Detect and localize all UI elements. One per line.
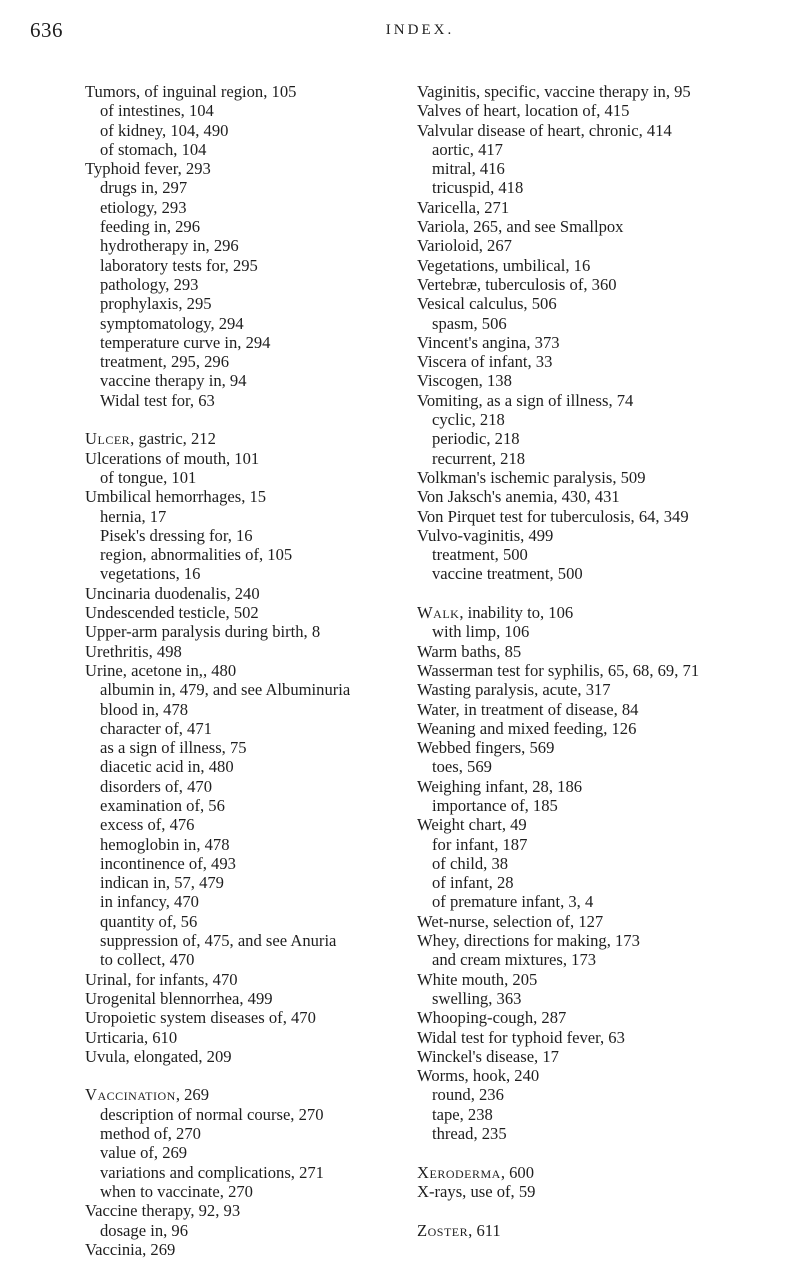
- index-subentry: spasm, 506: [432, 313, 507, 333]
- index-subentry: examination of, 56: [100, 795, 225, 815]
- index-subentry: and cream mixtures, 173: [432, 950, 597, 970]
- index-subentry: hydrotherapy in, 296: [100, 236, 239, 256]
- index-entry: Vaginitis, specific, vaccine therapy in, 95: [417, 82, 691, 101]
- index-subentry: treatment, 295, 296: [100, 352, 230, 372]
- index-subentry: region, abnormalities of, 105: [100, 545, 293, 565]
- index-subentry: as a sign of illness, 75: [100, 738, 247, 758]
- index-entry: Tumors, of inguinal region, 105: [85, 82, 297, 101]
- index-head-word: Zoster: [417, 1220, 469, 1240]
- index-entry: Vertebræ, tuberculosis of, 360: [417, 274, 617, 294]
- index-entry: X-rays, use of, 59: [417, 1181, 536, 1201]
- index-subentry: of infant, 28: [432, 873, 514, 893]
- index-subentry: periodic, 218: [432, 429, 520, 449]
- index-entry: Upper-arm paralysis during birth, 8: [85, 622, 321, 642]
- index-entry: Winckel's disease, 17: [417, 1046, 559, 1066]
- index-letter-entry: Xeroderma, 600: [417, 1162, 535, 1182]
- index-subentry: of child, 38: [432, 853, 509, 873]
- index-head-word: Xeroderma: [417, 1162, 501, 1182]
- index-subentry: to collect, 470: [100, 950, 195, 970]
- index-subentry: of premature infant, 3, 4: [432, 892, 594, 912]
- section-gap: [85, 410, 425, 429]
- index-entry: Volkman's ischemic paralysis, 509: [417, 467, 646, 487]
- index-subentry: treatment, 500: [432, 545, 528, 565]
- index-subentry: hernia, 17: [100, 506, 167, 526]
- index-subentry: etiology, 293: [100, 197, 187, 217]
- section-gap: [417, 1143, 777, 1162]
- index-entry: Undescended testicle, 502: [85, 603, 259, 623]
- running-head: INDEX.: [385, 22, 455, 38]
- index-entry: Worms, hook, 240: [417, 1066, 540, 1086]
- section-gap: [85, 1066, 425, 1085]
- index-subentry: symptomatology, 294: [100, 313, 244, 333]
- index-subentry: albumin in, 479, and see Albuminuria: [100, 680, 351, 700]
- index-entry: Wasserman test for syphilis, 65, 68, 69, 71: [417, 660, 700, 680]
- index-subentry: tape, 238: [432, 1104, 493, 1124]
- index-subentry: of kidney, 104, 490: [100, 120, 229, 140]
- index-subentry: round, 236: [432, 1085, 504, 1105]
- index-subentry: when to vaccinate, 270: [100, 1181, 253, 1201]
- index-subentry: for infant, 187: [432, 834, 528, 854]
- index-subentry: dosage in, 96: [100, 1220, 189, 1240]
- index-entry: Urinal, for infants, 470: [85, 969, 238, 989]
- index-subentry: laboratory tests for, 295: [100, 255, 258, 275]
- index-entry: Vegetations, umbilical, 16: [417, 255, 591, 275]
- index-entry: Urine, acetone in,, 480: [85, 660, 237, 680]
- index-entry: Von Pirquet test for tuberculosis, 64, 349: [417, 506, 689, 526]
- index-entry: Vincent's angina, 373: [417, 332, 560, 352]
- index-letter-entry: Walk, inability to, 106: [417, 603, 574, 623]
- index-subentry: cyclic, 218: [432, 410, 505, 430]
- index-entry: Viscogen, 138: [417, 371, 512, 391]
- index-subentry: character of, 471: [100, 718, 212, 738]
- index-entry: Vaccinia, 269: [85, 1239, 176, 1259]
- index-entry: Webbed fingers, 569: [417, 738, 555, 758]
- index-subentry: description of normal course, 270: [100, 1104, 324, 1124]
- index-entry: Variola, 265, and see Smallpox: [417, 217, 624, 237]
- index-entry: Weighing infant, 28, 186: [417, 776, 583, 796]
- index-subentry: temperature curve in, 294: [100, 332, 271, 352]
- index-letter-entry: Vaccination, 269: [85, 1085, 210, 1105]
- index-entry: Valves of heart, location of, 415: [417, 101, 630, 121]
- index-letter-entry: Zoster, 611: [417, 1220, 501, 1240]
- index-subentry: suppression of, 475, and see Anuria: [100, 931, 337, 951]
- index-entry: Urogenital blennorrhea, 499: [85, 988, 273, 1008]
- index-subentry: of tongue, 101: [100, 467, 197, 487]
- section-gap: [417, 1201, 777, 1220]
- index-subentry: variations and complications, 271: [100, 1162, 324, 1182]
- index-entry: Uropoietic system diseases of, 470: [85, 1008, 316, 1028]
- index-entry: Varioloid, 267: [417, 236, 512, 256]
- index-entry: Uncinaria duodenalis, 240: [85, 583, 260, 603]
- index-subentry: Widal test for, 63: [100, 390, 215, 410]
- index-subentry: blood in, 478: [100, 699, 189, 719]
- section-gap: [417, 584, 777, 603]
- index-subentry: toes, 569: [432, 757, 492, 777]
- index-entry: Whooping-cough, 287: [417, 1008, 567, 1028]
- index-subentry: disorders of, 470: [100, 776, 212, 796]
- index-subentry: vegetations, 16: [100, 564, 201, 584]
- index-entry: Vulvo-vaginitis, 499: [417, 525, 554, 545]
- index-entry: Warm baths, 85: [417, 641, 522, 661]
- index-entry: Weaning and mixed feeding, 126: [417, 718, 637, 738]
- index-subentry: in infancy, 470: [100, 892, 199, 912]
- index-subentry: hemoglobin in, 478: [100, 834, 230, 854]
- index-head-word: Ulcer: [85, 429, 131, 449]
- index-subentry: of stomach, 104: [100, 139, 207, 159]
- index-entry: Viscera of infant, 33: [417, 352, 553, 372]
- index-entry: Uvula, elongated, 209: [85, 1046, 232, 1066]
- index-entry: Wet-nurse, selection of, 127: [417, 911, 604, 931]
- index-subentry: tricuspid, 418: [432, 178, 524, 198]
- index-subentry: importance of, 185: [432, 795, 558, 815]
- index-subentry: vaccine treatment, 500: [432, 564, 583, 584]
- index-subentry: quantity of, 56: [100, 911, 198, 931]
- page-header: [30, 18, 770, 52]
- index-entry: Weight chart, 49: [417, 815, 527, 835]
- index-subentry: with limp, 106: [432, 622, 530, 642]
- index-subentry: diacetic acid in, 480: [100, 757, 234, 777]
- index-subentry: swelling, 363: [432, 988, 522, 1008]
- index-entry: Vomiting, as a sign of illness, 74: [417, 390, 634, 410]
- index-subentry: of intestines, 104: [100, 101, 214, 121]
- index-subentry: thread, 235: [432, 1124, 507, 1144]
- index-entry: Whey, directions for making, 173: [417, 931, 640, 951]
- index-subentry: drugs in, 297: [100, 178, 188, 198]
- index-subentry: indican in, 57, 479: [100, 873, 224, 893]
- page-number: 636: [30, 18, 63, 42]
- index-subentry: aortic, 417: [432, 139, 503, 159]
- index-subentry: recurrent, 218: [432, 448, 526, 468]
- index-head-word: Walk: [417, 603, 460, 623]
- index-subentry: value of, 269: [100, 1143, 188, 1163]
- index-head-word: Vaccination: [85, 1085, 176, 1105]
- index-entry: Ulcerations of mouth, 101: [85, 448, 260, 468]
- index-entry: Vaccine therapy, 92, 93: [85, 1201, 241, 1221]
- index-entry: Vesical calculus, 506: [417, 294, 557, 314]
- index-entry: Urethritis, 498: [85, 641, 182, 661]
- index-entry: Umbilical hemorrhages, 15: [85, 487, 267, 507]
- index-subentry: excess of, 476: [100, 815, 195, 835]
- index-entry: Varicella, 271: [417, 197, 510, 217]
- index-entry: Urticaria, 610: [85, 1027, 178, 1047]
- index-entry: Wasting paralysis, acute, 317: [417, 680, 611, 700]
- index-subentry: prophylaxis, 295: [100, 294, 212, 314]
- index-column-right: [417, 82, 777, 1240]
- index-subentry: mitral, 416: [432, 159, 505, 179]
- index-subentry: Pisek's dressing for, 16: [100, 525, 253, 545]
- index-subentry: incontinence of, 493: [100, 853, 236, 873]
- index-subentry: feeding in, 296: [100, 217, 201, 237]
- index-entry: Von Jaksch's anemia, 430, 431: [417, 487, 620, 507]
- index-subentry: method of, 270: [100, 1124, 201, 1144]
- index-entry: Valvular disease of heart, chronic, 414: [417, 120, 672, 140]
- index-subentry: pathology, 293: [100, 274, 199, 294]
- index-entry: Water, in treatment of disease, 84: [417, 699, 639, 719]
- index-column-left: [85, 82, 425, 1259]
- index-entry: White mouth, 205: [417, 969, 538, 989]
- index-entry: Typhoid fever, 293: [85, 159, 211, 179]
- index-entry: Widal test for typhoid fever, 63: [417, 1027, 625, 1047]
- index-subentry: vaccine therapy in, 94: [100, 371, 247, 391]
- index-letter-entry: Ulcer, gastric, 212: [85, 429, 216, 449]
